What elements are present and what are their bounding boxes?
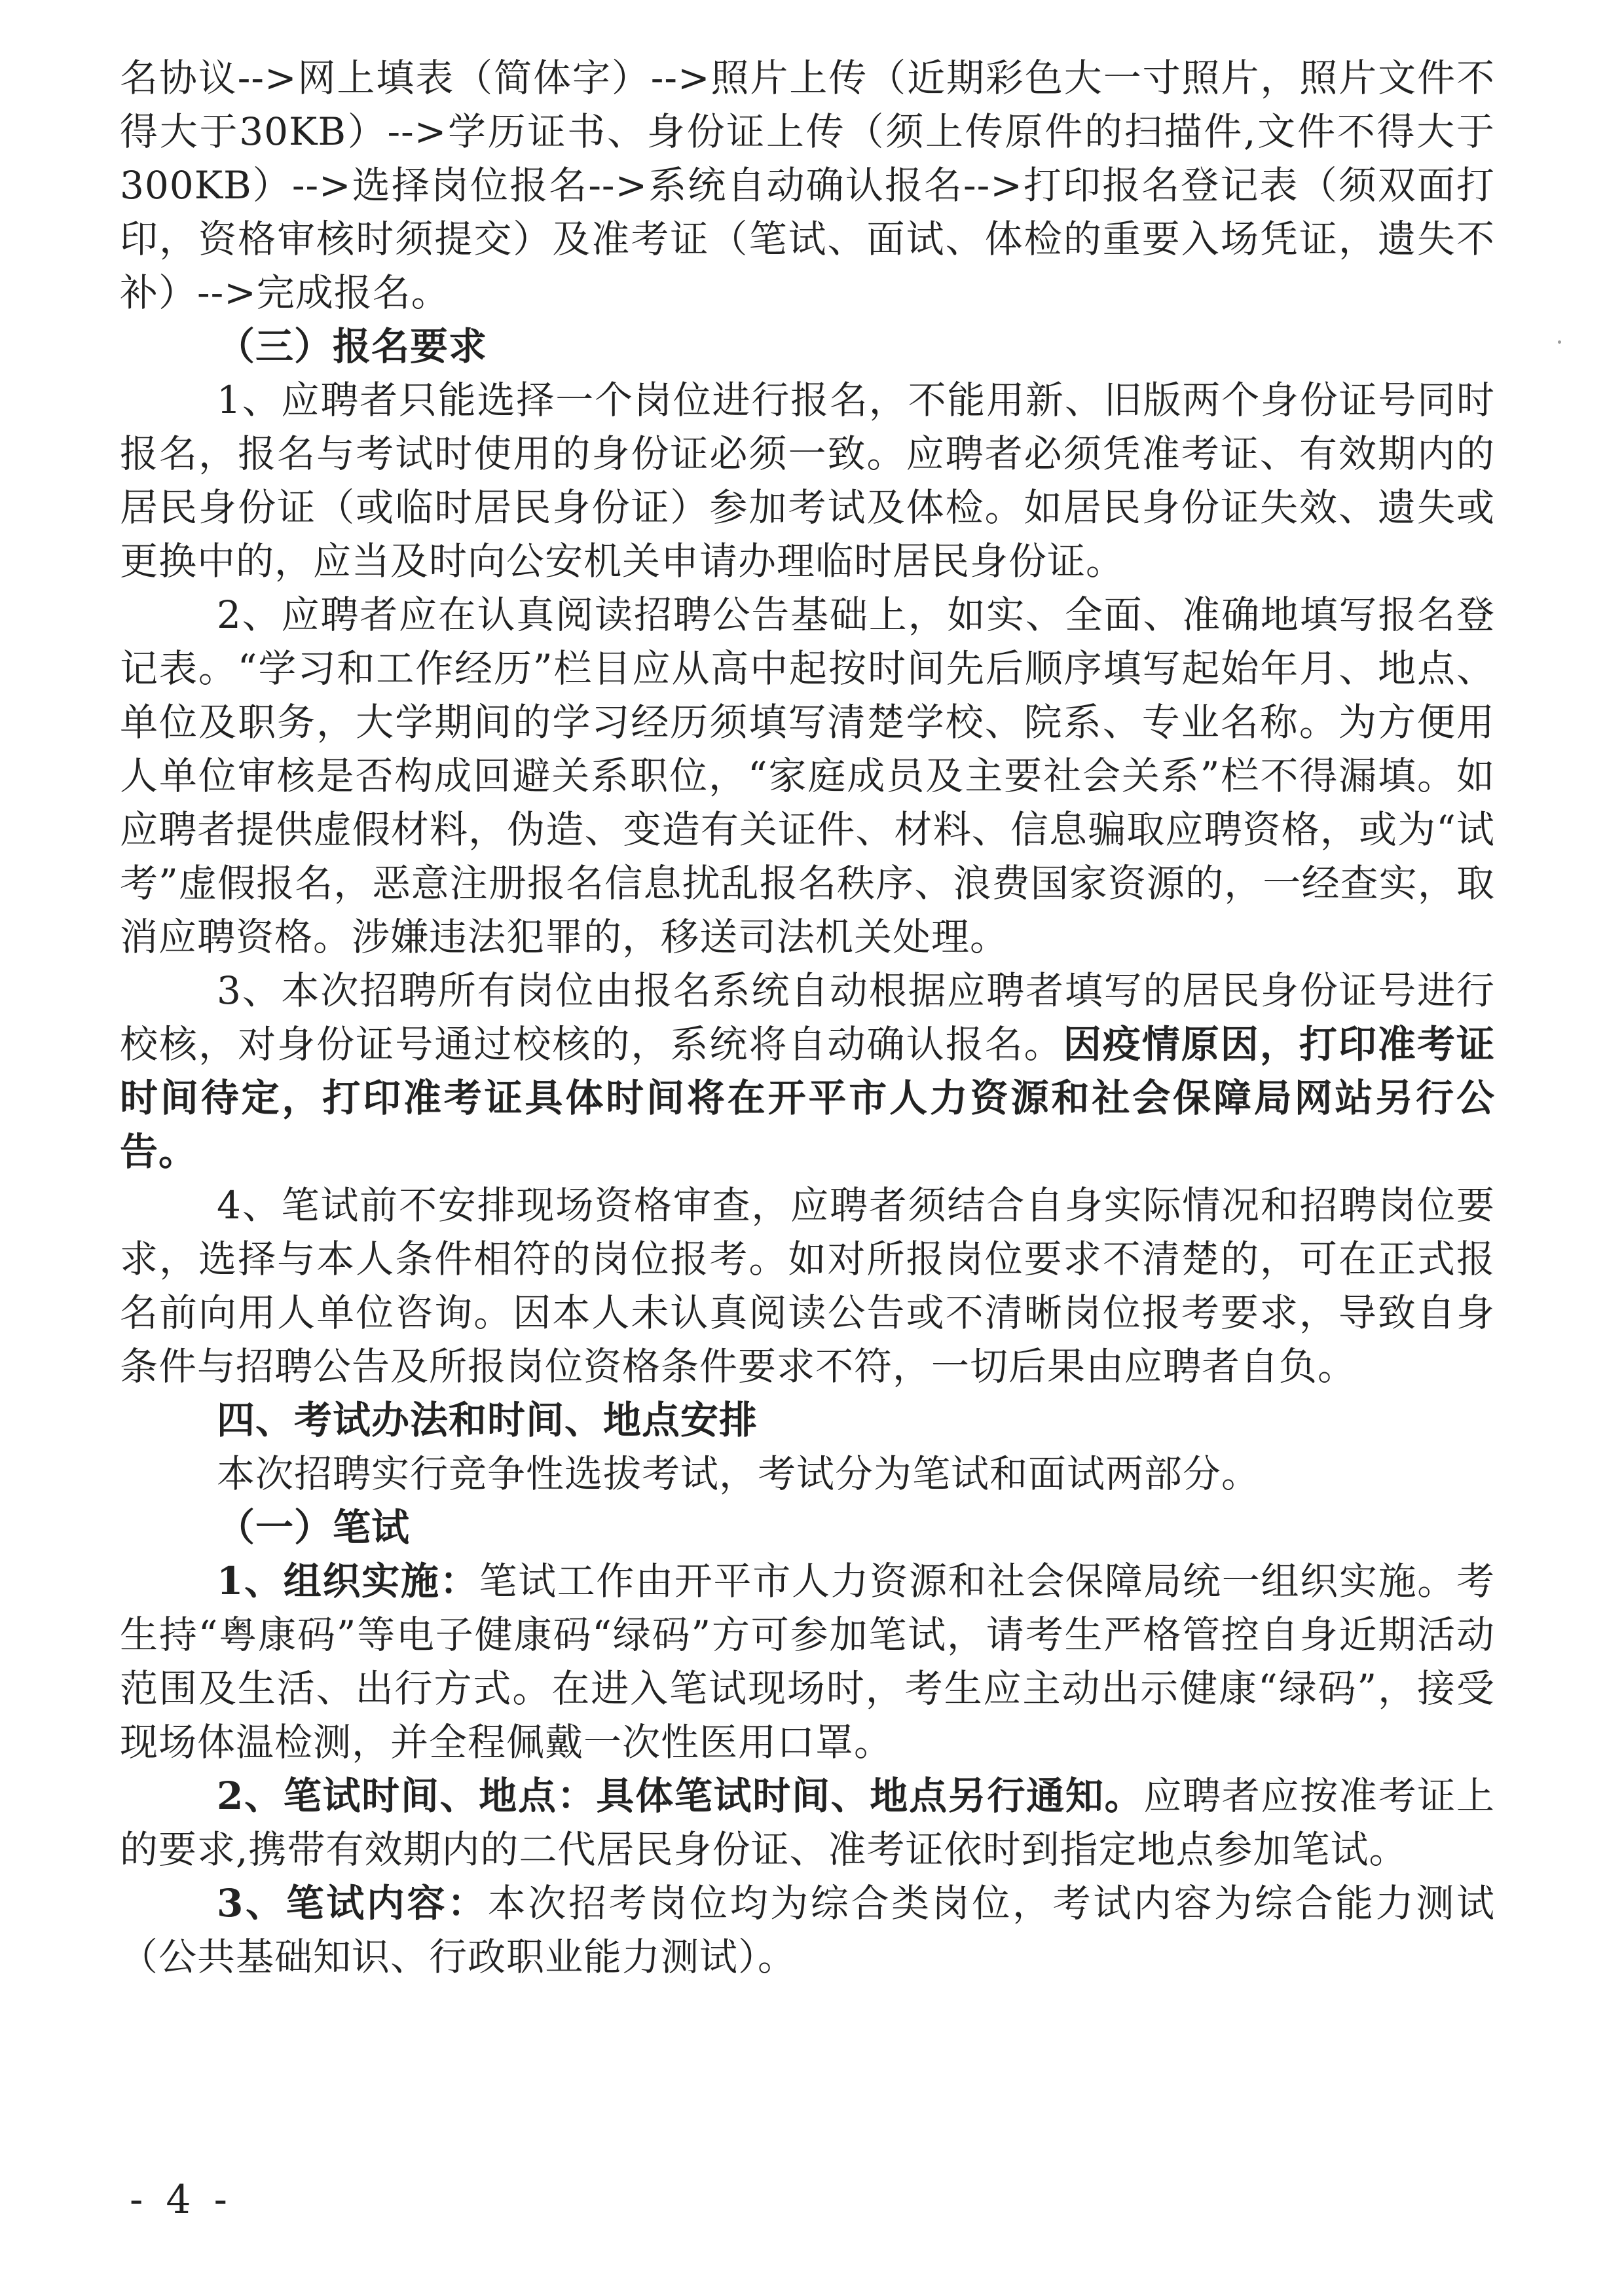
exam-organization-label: 1、组织实施：	[217, 1559, 479, 1603]
page-number: - 4 -	[130, 2177, 232, 2223]
exam-time-place-text: 应聘者应按准考证上的要求,携带有效期内的二代居民身份证、准考证依时到指定地点参加笔试。	[120, 1774, 1495, 1872]
paragraph-exam-organization	[120, 1554, 1495, 1769]
heading-exam-arrangement: 四、考试办法和时间、地点安排	[217, 1398, 758, 1442]
paragraph-exam-time-place	[120, 1769, 1495, 1876]
exam-time-place-label: 2、笔试时间、地点：具体笔试时间、地点另行通知。	[217, 1774, 1144, 1818]
exam-organization-text: 笔试工作由开平市人力资源和社会保障局统一组织实施。考生持“粤康码”等电子健康码“绿码”方可参加笔试，请考生严格管控自身近期活动范围及生活、出行方式。在进入笔试现场时，考生应主动出示健康“绿码”，接受现场体温检测，并全程佩戴一次性医用口罩。	[120, 1559, 1495, 1764]
heading-written-exam: （一）笔试	[217, 1505, 411, 1550]
scan-speck	[1558, 340, 1561, 344]
paragraph-requirement-3	[120, 964, 1495, 1178]
paragraph-requirement-2: 2、应聘者应在认真阅读招聘公告基础上，如实、全面、准确地填写报名登记表。“学习和工作经历”栏目应从高中起按时间先后顺序填写起始年月、地点、单位及职务，大学期间的学习经历须填写清楚学校、院系、专业名称。为方便用人单位审核是否构成回避关系职位，“家庭成员及主要社会关系”栏不得漏填。如应聘者提供虚假材料，伪造、变造有关证件、材料、信息骗取应聘资格，或为“试考”虚假报名，恶意注册报名信息扰乱报名秩序、浪费国家资源的，一经查实，取消应聘资格。涉嫌违法犯罪的，移送司法机关处理。	[120, 592, 1495, 959]
paragraph-requirement-1: 1、应聘者只能选择一个岗位进行报名，不能用新、旧版两个身份证号同时报名，报名与考试时使用的身份证必须一致。应聘者必须凭准考证、有效期内的居民身份证（或临时居民身份证）参加考试及体检。如居民身份证失效、遗失或更换中的，应当及时向公安机关申请办理临时居民身份证。	[120, 378, 1495, 583]
requirement-3-bold-notice: 因疫情原因，打印准考证时间待定，打印准考证具体时间将在开平市人力资源和社会保障局网站另行公告。	[120, 1022, 1495, 1174]
paragraph-exam-content	[120, 1876, 1495, 1984]
requirement-3-text: 3、本次招聘所有岗位由报名系统自动根据应聘者填写的居民身份证号进行校核，对身份证号通过校核的，系统将自动确认报名。	[120, 968, 1495, 1066]
paragraph-registration-steps: 名协议-->网上填表（简体字）-->照片上传（近期彩色大一寸照片，照片文件不得大于30KB）-->学历证书、身份证上传（须上传原件的扫描件,文件不得大于300KB）-->选择岗位报名-->系统自动确认报名-->打印报名登记表（须双面打印，资格审核时须提交）及准考证（笔试、面试、体检的重要入场凭证，遗失不补）-->完成报名。	[120, 56, 1495, 315]
heading-registration-requirements: （三）报名要求	[217, 324, 488, 369]
document-body	[120, 51, 1495, 1984]
exam-content-text: 本次招考岗位均为综合类岗位，考试内容为综合能力测试（公共基础知识、行政职业能力测试）。	[120, 1881, 1495, 1979]
paragraph-requirement-4: 4、笔试前不安排现场资格审查，应聘者须结合自身实际情况和招聘岗位要求，选择与本人条件相符的岗位报考。如对所报岗位要求不清楚的，可在正式报名前向用人单位咨询。因本人未认真阅读公告或不清晰岗位报考要求，导致自身条件与招聘公告及所报岗位资格条件要求不符，一切后果由应聘者自负。	[120, 1183, 1495, 1389]
paragraph-exam-overview: 本次招聘实行竞争性选拔考试，考试分为笔试和面试两部分。	[217, 1451, 1261, 1496]
exam-content-label: 3、笔试内容：	[217, 1881, 488, 1925]
